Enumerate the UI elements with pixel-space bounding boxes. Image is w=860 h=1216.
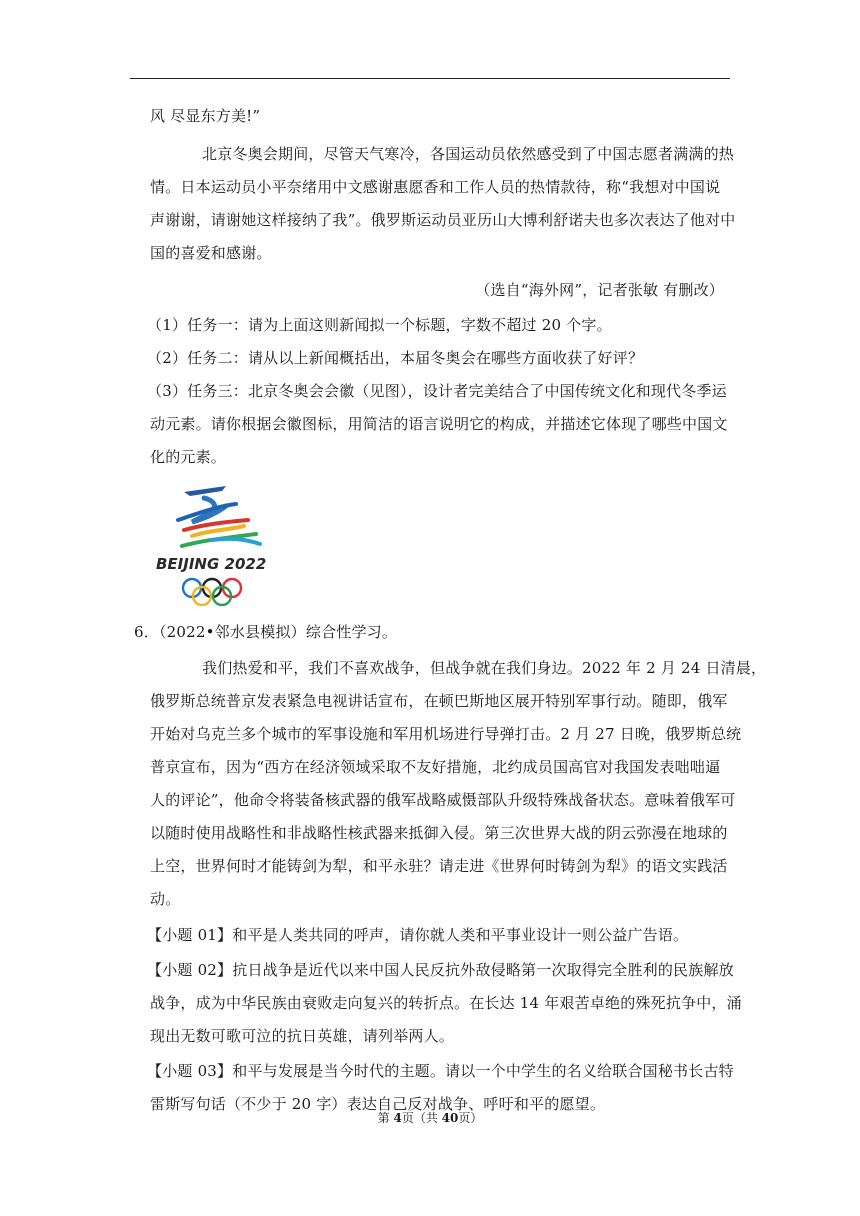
text-line: 现出无数可歌可泣的抗日英雄，请列举两人。	[150, 1027, 455, 1045]
text-line: 化的元素。	[150, 448, 227, 466]
text-line: 北京冬奥会期间，尽管天气寒冷，各国运动员依然感受到了中国志愿者满满的热	[202, 145, 735, 163]
footer-mid: 页（共	[401, 1111, 442, 1125]
text-line: 国的喜爱和感谢。	[150, 244, 272, 262]
text-line: 声谢谢，请谢她这样接纳了我”。俄罗斯运动员亚历山大博利舒诺夫也多次表达了他对中	[150, 211, 736, 229]
footer-suffix: 页）	[458, 1111, 483, 1125]
text-line: 人的评论”，他命令将装备核武器的俄军战略威慑部队升级特殊战备状态。意味着俄军可	[150, 791, 736, 809]
question-6-heading: 6．（2022•邻水县模拟）综合性学习。	[134, 623, 398, 641]
page-footer	[0, 1110, 860, 1126]
source-citation: （选自“海外网”，记者张敏 有删改）	[475, 281, 724, 299]
sub-question-01: 【小题 01】和平是人类共同的呼声，请你就人类和平事业设计一则公益广告语。	[147, 926, 689, 944]
text-line: 开始对乌克兰多个城市的军事设施和军用机场进行导弹打击。2 月 27 日晚，俄罗斯总统	[150, 725, 742, 743]
footer-prefix: 第	[377, 1111, 394, 1125]
text-line: 雷斯写句话（不少于 20 字）表达自己反对战争、呼吁和平的愿望。	[150, 1095, 606, 1113]
footer-total-pages: 40	[441, 1111, 459, 1125]
text-line: 战争，成为中华民族由衰败走向复兴的转折点。在长达 14 年艰苦卓绝的殊死抗争中，涌	[150, 994, 742, 1012]
emblem-stroke-top	[184, 486, 226, 496]
text-line: 普京宣布，因为“西方在经济领域采取不友好措施，北约成员国高官对我国发表咄咄逼	[150, 758, 721, 776]
emblem-wordmark: BEIJING 2022	[156, 555, 267, 573]
header-rule	[130, 78, 730, 79]
text-line: 动元素。请你根据会徽图标，用简洁的语言说明它的构成，并描述它体现了哪些中国文	[150, 415, 728, 433]
beijing-2022-emblem-image	[152, 484, 288, 606]
task-3: （3）任务三：北京冬奥会会徽（见图），设计者完美结合了中国传统文化和现代冬季运	[147, 382, 727, 400]
emblem-stroke-ribbon	[212, 539, 260, 544]
footer-page-number: 4	[393, 1111, 402, 1125]
task-2: （2）任务二：请从以上新闻概括出，本届冬奥会在哪些方面收获了好评？	[147, 349, 644, 367]
text-line-continuation: 风 尽显东方美!”	[150, 107, 261, 125]
text-line: 俄罗斯总统普京发表紧急电视讲话宣布，在顿巴斯地区展开特别军事行动。随即，俄军	[150, 692, 728, 710]
text-line: 我们热爱和平，我们不喜欢战争，但战争就在我们身边。2022 年 2 月 24 日清晨，	[202, 659, 767, 677]
sub-question-02: 【小题 02】抗日战争是近代以来中国人民反抗外敌侵略第一次取得完全胜利的民族解放	[147, 961, 734, 979]
text-line: 动。	[150, 890, 181, 908]
text-line: 情。日本运动员小平奈绪用中文感谢惠愿香和工作人员的热情款待，称“我想对中国说	[150, 178, 721, 196]
task-1: （1）任务一：请为上面这则新闻拟一个标题，字数不超过 20 个字。	[147, 316, 612, 334]
text-line: 以随时使用战略性和非战略性核武器来抵御入侵。第三次世界大战的阴云弥漫在地球的	[150, 824, 728, 842]
text-line: 上空，世界何时才能铸剑为犁，和平永驻？请走进《世界何时铸剑为犁》的语文实践活	[150, 857, 728, 875]
sub-question-03: 【小题 03】和平与发展是当今时代的主题。请以一个中学生的名义给联合国秘书长古特	[147, 1062, 734, 1080]
